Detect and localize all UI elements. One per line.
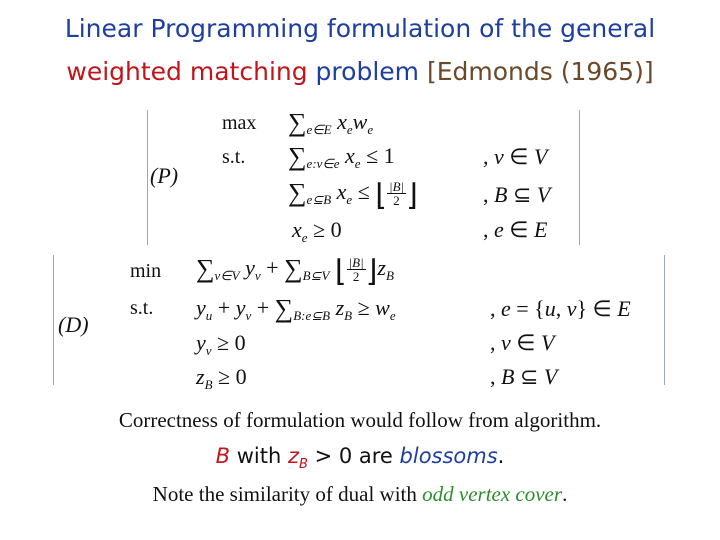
- dual-st: s.t.: [130, 297, 154, 319]
- caption-gt-zero: > 0: [307, 444, 353, 468]
- primal-constraint-2-domain: , B ⊆ V: [483, 182, 551, 207]
- primal-right-rule: [579, 110, 580, 245]
- primal-constraint-3-domain: , e ∈ E: [483, 217, 548, 242]
- dual-constraint-1-domain: , e = {u, v} ∈ E: [490, 296, 631, 321]
- primal-constraint-2: $\sum_{e⊆B}$ $x_e$ ≤ ⌊ $\frac{|B|}{2}$ ⌋: [288, 178, 418, 212]
- caption-correctness: Correctness of formulation would follow from algorithm.: [118, 408, 602, 432]
- caption-blossoms-word: blossoms: [399, 444, 498, 468]
- dual-constraint-1: $y_u + y_v + \sum_{B:e⊆B}$ $z_B \ge w_e$: [196, 294, 396, 323]
- caption-zB: $z_B$: [287, 444, 308, 473]
- primal-objective: $\sum_{e\in E}$ $x_ew_e$: [288, 108, 374, 137]
- primal-constraint-1: $\sum_{e:v\in e}$ $x_e \le 1$: [288, 142, 395, 171]
- caption-odd-vertex-cover: odd vertex cover: [422, 482, 563, 506]
- dual-min: min: [130, 260, 162, 282]
- primal-st: s.t.: [222, 146, 246, 168]
- title-citation: [Edmonds (1965)]: [426, 57, 654, 86]
- dual-label: (D): [58, 312, 89, 337]
- slide-title-line2: [0, 53, 720, 91]
- caption-similarity-text: Note the similarity of dual with: [152, 482, 423, 506]
- title-problem: problem: [307, 57, 427, 86]
- title-weighted-matching: weighted matching: [66, 57, 308, 86]
- dual-constraint-3: $z_B \ge 0$: [196, 364, 247, 392]
- caption-similarity: [0, 482, 720, 507]
- dual-right-rule: [664, 255, 665, 385]
- dual-constraint-2-domain: , v ∈ V: [490, 330, 555, 355]
- dual-constraint-3-domain: , B ⊆ V: [490, 364, 558, 389]
- caption-blossoms: [0, 444, 720, 472]
- caption-period: .: [497, 444, 505, 468]
- caption-are: are: [352, 444, 400, 468]
- primal-constraint-3: $x_e \ge 0$: [292, 217, 342, 245]
- title-line1: Linear Programming formulation of the general: [64, 14, 656, 43]
- primal-label: (P): [150, 163, 179, 188]
- slide-title: [0, 10, 720, 48]
- dual-constraint-2: $y_v \ge 0$: [196, 330, 246, 358]
- primal-constraint-1-domain: , v ∈ V: [483, 144, 548, 169]
- dual-objective: $\sum_{v\in V}$ $y_v + \sum_{B⊆V}$ ⌊ $\frac{|B|}{2}$ $⌋z_B$: [196, 254, 394, 288]
- caption-B: B: [215, 444, 231, 468]
- primal-max: max: [222, 112, 257, 134]
- caption-similarity-period: .: [562, 482, 568, 506]
- caption-with: with: [230, 444, 288, 468]
- dual-left-rule: [53, 255, 54, 385]
- primal-left-rule: [147, 110, 148, 245]
